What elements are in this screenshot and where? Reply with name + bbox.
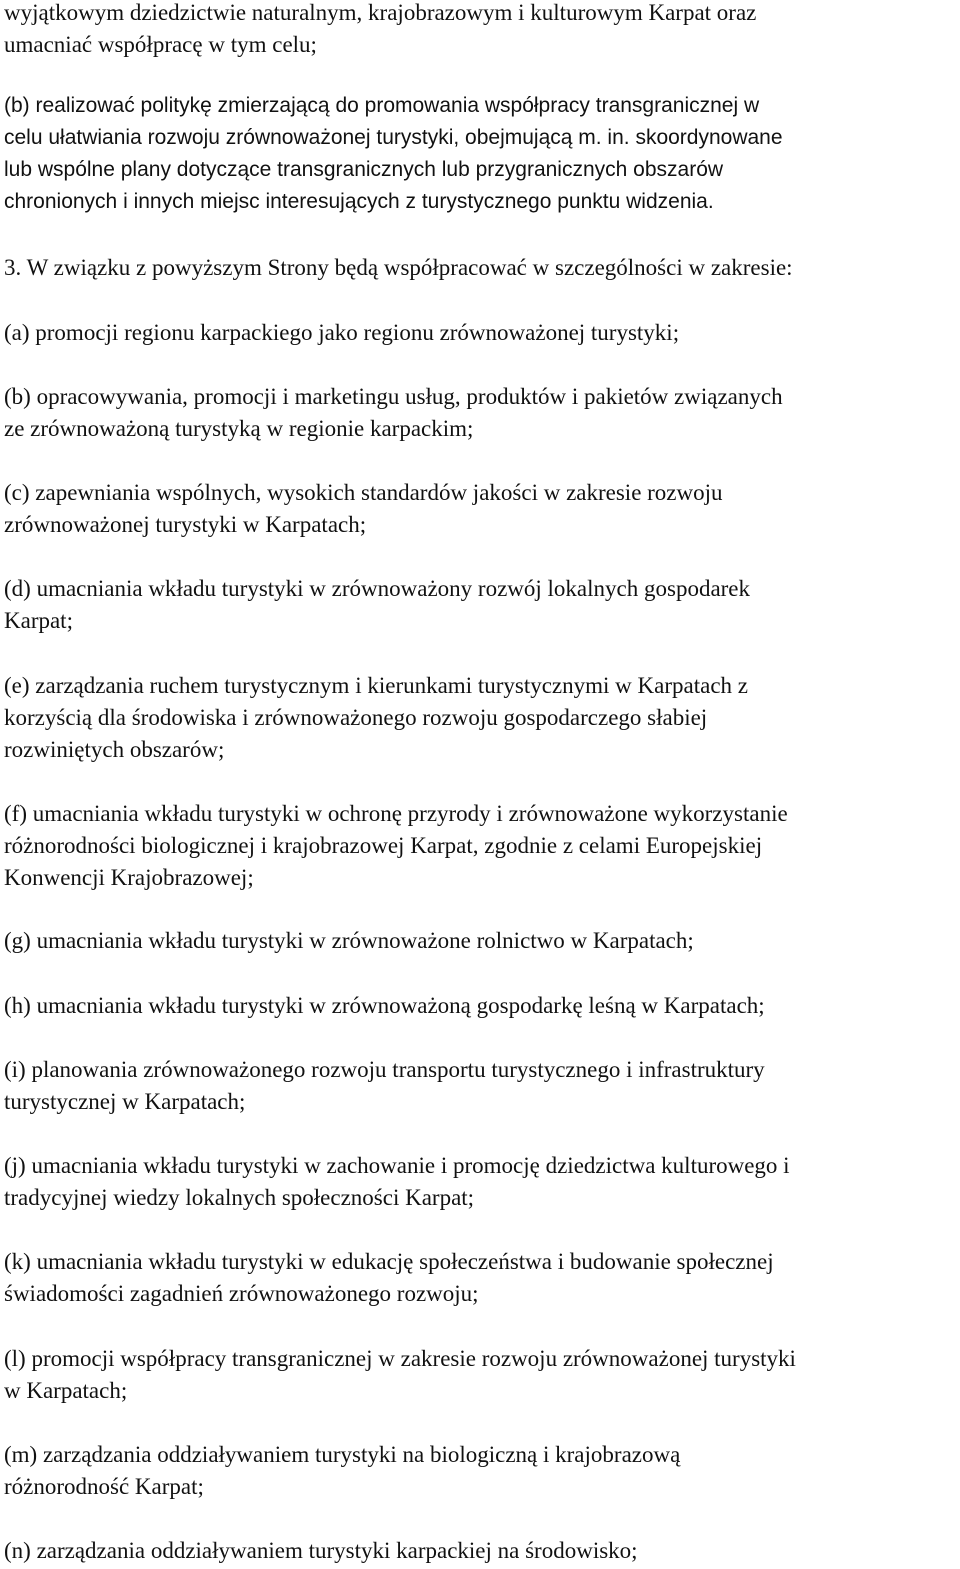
text-line: różnorodności biologicznej i krajobrazowej Karpat, zgodnie z celami Europejskiej xyxy=(4,833,763,858)
text-line: (f) umacniania wkładu turystyki w ochronę przyrody i zrównoważone wykorzystanie xyxy=(4,801,788,826)
paragraph-item-m xyxy=(4,1439,960,1503)
text-line: ze zrównoważoną turystyką w regionie karpackim; xyxy=(4,416,474,441)
text-line: (l) promocji współpracy transgranicznej w zakresie rozwoju zrównoważonej turystyki xyxy=(4,1346,796,1371)
text-line: (b) realizować politykę zmierzającą do promowania współpracy transgranicznej w xyxy=(4,94,760,117)
text-line: różnorodność Karpat; xyxy=(4,1474,204,1499)
text-line: korzyścią dla środowiska i zrównoważonego rozwoju gospodarczego słabiej xyxy=(4,705,708,730)
text-line: tradycyjnej wiedzy lokalnych społeczności Karpat; xyxy=(4,1185,475,1210)
text-line: Konwencji Krajobrazowej; xyxy=(4,865,254,890)
text-line: rozwiniętych obszarów; xyxy=(4,737,225,762)
text-line: chronionych i innych miejsc interesujących z turystycznego punktu widzenia. xyxy=(4,190,714,213)
text-line: (d) umacniania wkładu turystyki w zrównoważony rozwój lokalnych gospodarek xyxy=(4,576,751,601)
text-line: turystycznej w Karpatach; xyxy=(4,1089,246,1114)
text-line: (b) opracowywania, promocji i marketingu usług, produktów i pakietów związanych xyxy=(4,384,783,409)
paragraph-item-n xyxy=(4,1535,960,1567)
text-line: zrównoważonej turystyki w Karpatach; xyxy=(4,512,367,537)
text-line: wyjątkowym dziedzictwie naturalnym, krajobrazowym i kulturowym Karpat oraz xyxy=(4,0,757,25)
text-line: (i) planowania zrównoważonego rozwoju transportu turystycznego i infrastruktury xyxy=(4,1057,765,1082)
text-line: 3. W związku z powyższym Strony będą współpracować w szczególności w zakresie: xyxy=(4,255,793,280)
paragraph-item-f xyxy=(4,798,960,894)
paragraph-item-k xyxy=(4,1246,960,1310)
paragraph-intro-continuation xyxy=(4,0,960,61)
text-line: (m) zarządzania oddziaływaniem turystyki na biologiczną i krajobrazową xyxy=(4,1442,681,1467)
paragraph-item-e xyxy=(4,670,960,766)
paragraph-item-g xyxy=(4,925,960,957)
text-line: (e) zarządzania ruchem turystycznym i kierunkami turystycznymi w Karpatach z xyxy=(4,673,748,698)
text-line: (g) umacniania wkładu turystyki w zrównoważone rolnictwo w Karpatach; xyxy=(4,928,694,953)
paragraph-item-b-policy xyxy=(4,90,960,218)
text-line: celu ułatwiania rozwoju zrównoważonej turystyki, obejmującą m. in. skoordynowane xyxy=(4,126,783,149)
paragraph-item-d xyxy=(4,573,960,637)
text-line: (n) zarządzania oddziaływaniem turystyki karpackiej na środowisko; xyxy=(4,1538,638,1563)
text-line: (h) umacniania wkładu turystyki w zrównoważoną gospodarkę leśną w Karpatach; xyxy=(4,993,765,1018)
paragraph-item-c xyxy=(4,477,960,541)
text-line: w Karpatach; xyxy=(4,1378,128,1403)
paragraph-item-j xyxy=(4,1150,960,1214)
text-line: lub wspólne plany dotyczące transgranicznych lub przygranicznych obszarów xyxy=(4,158,724,181)
paragraph-item-l xyxy=(4,1343,960,1407)
text-line: Karpat; xyxy=(4,608,73,633)
text-line: świadomości zagadnień zrównoważonego rozwoju; xyxy=(4,1281,479,1306)
paragraph-item-b xyxy=(4,381,960,445)
paragraph-section-3 xyxy=(4,252,960,284)
paragraph-item-h xyxy=(4,990,960,1022)
text-line: umacniać współpracę w tym celu; xyxy=(4,32,317,57)
paragraph-item-i xyxy=(4,1054,960,1118)
text-line: (j) umacniania wkładu turystyki w zachowanie i promocję dziedzictwa kulturowego i xyxy=(4,1153,790,1178)
paragraph-item-a xyxy=(4,317,960,349)
text-line: (a) promocji regionu karpackiego jako regionu zrównoważonej turystyki; xyxy=(4,320,680,345)
text-line: (c) zapewniania wspólnych, wysokich standardów jakości w zakresie rozwoju xyxy=(4,480,723,505)
text-line: (k) umacniania wkładu turystyki w edukację społeczeństwa i budowanie społecznej xyxy=(4,1249,774,1274)
